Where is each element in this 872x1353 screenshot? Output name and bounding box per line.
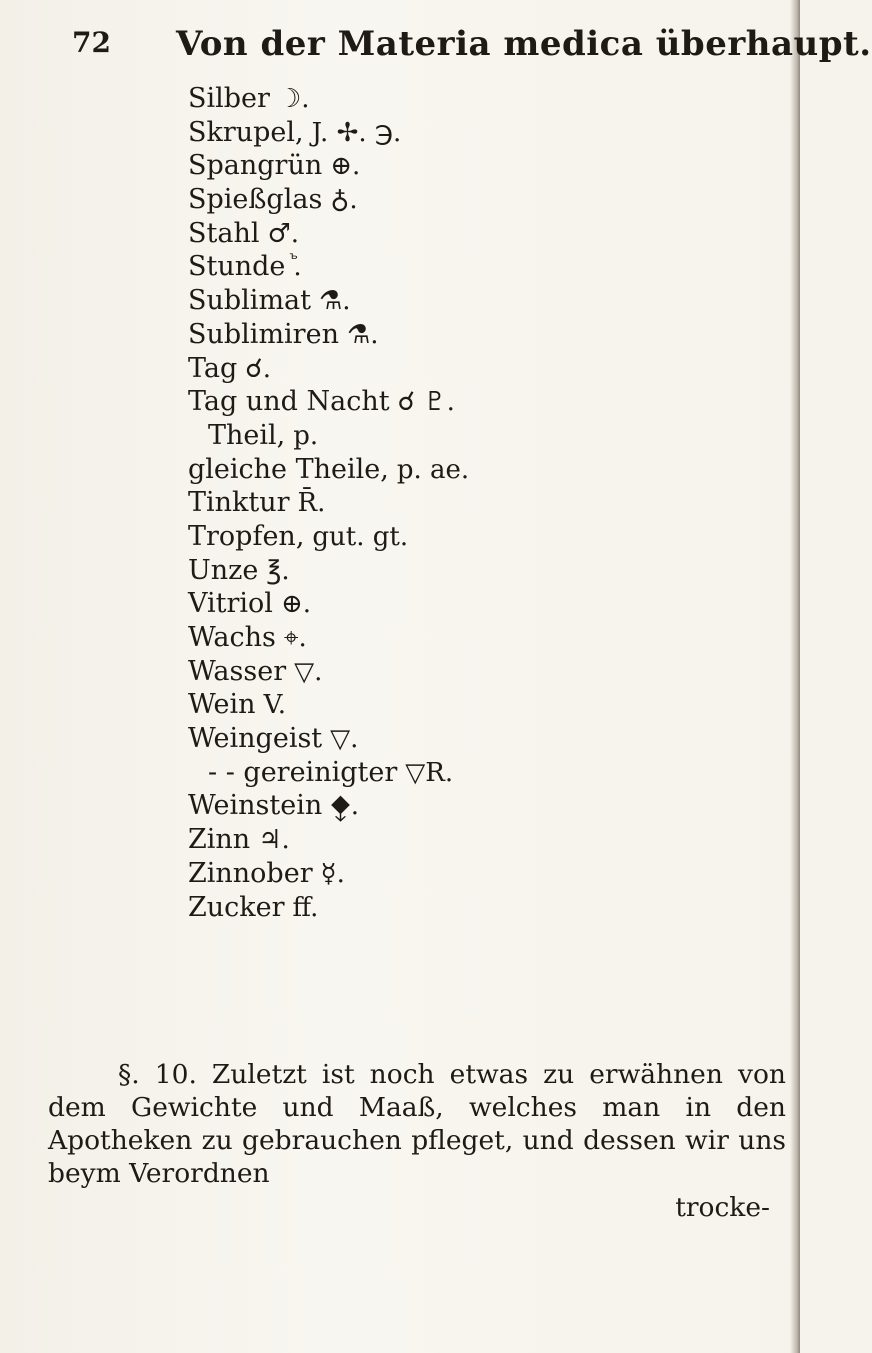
glossary-entry (188, 217, 748, 251)
glossary-entry (188, 891, 748, 925)
glossary-entry (188, 655, 748, 689)
glossary-entry (188, 82, 748, 116)
glossary-entry (188, 419, 748, 453)
glossary-entry (188, 823, 748, 857)
page-header (70, 16, 872, 72)
glossary-entry (188, 756, 748, 790)
entry-symbol: ⧪. (330, 791, 360, 822)
entry-symbol: ꙸ. (293, 252, 302, 283)
entry-symbol: ♁. (330, 185, 358, 216)
entry-term: Skrupel, (188, 116, 304, 148)
glossary-entry (188, 352, 748, 386)
glossary-entry (188, 318, 748, 352)
entry-symbol: gut. gt. (312, 521, 409, 552)
entry-term: - - gereinigter (208, 756, 398, 788)
entry-term: Weinstein (188, 790, 323, 822)
entry-symbol: ⚗. (346, 319, 379, 350)
glossary-entry (188, 149, 748, 183)
glossary-entry (188, 789, 748, 823)
glossary-entry (188, 688, 748, 722)
entry-term: Zucker (188, 891, 285, 923)
entry-term: Spießglas (188, 184, 323, 216)
body-paragraph: §. 10. Zuletzt ist noch etwas zu erwähnen von dem Gewichte und Maaß, welches man in den Apotheken zu gebrauchen pfleget, und dessen wir uns beym Verordnen (48, 1059, 786, 1189)
entry-symbol: ☿. (320, 858, 345, 889)
glossary-entry (188, 385, 748, 419)
entry-term: Tag und Nacht (188, 386, 390, 418)
entry-symbol: ⚗. (319, 286, 351, 317)
entry-term: Zinn (188, 824, 251, 856)
entry-symbol: ♂. (267, 218, 300, 249)
entry-symbol: ℥. (266, 555, 290, 586)
entry-symbol: ▽R. (405, 757, 454, 788)
entry-term: Weingeist (188, 723, 323, 755)
glossary-entry (188, 621, 748, 655)
entry-term: Stunde (188, 251, 286, 283)
catchword: trocke- (675, 1192, 770, 1223)
page-edge (790, 0, 800, 1353)
entry-term: Tinktur (188, 487, 290, 519)
entry-term: Vitriol (188, 588, 273, 620)
entry-symbol: p. (293, 420, 319, 451)
entry-term: Wachs (188, 622, 276, 653)
entry-term: Sublimat (188, 285, 311, 317)
entry-symbol: ☌ ♇. (397, 387, 455, 418)
entry-term: Tropfen, (188, 520, 305, 552)
entry-term: Silber (188, 83, 270, 114)
entry-symbol: ⊕. (280, 589, 312, 620)
glossary-entry (188, 554, 748, 588)
glossary-entry (188, 722, 748, 756)
glossary-entry (188, 587, 748, 621)
entry-symbol: ☌. (245, 353, 272, 384)
entry-term: Unze (188, 554, 259, 586)
glossary-entry (188, 486, 748, 520)
entry-symbol: J. ✢. ℈. (311, 117, 402, 148)
glossary-entry (188, 857, 748, 891)
entry-term: Sublimiren (188, 318, 339, 350)
entry-term: Wasser (188, 655, 287, 687)
glossary-entry (188, 116, 748, 150)
entry-term: gleiche Theile, (188, 453, 389, 485)
entry-symbol: ff. (292, 892, 319, 923)
entry-symbol: ⊕. (330, 151, 361, 182)
glossary-entry (188, 250, 748, 284)
entry-symbol: ▽. (294, 656, 323, 687)
entry-term: Wein (188, 689, 256, 721)
glossary-entry (188, 284, 748, 318)
running-head: Von der Materia medica überhaupt. (176, 24, 872, 64)
entry-symbol: R̄. (297, 488, 326, 519)
glossary-entry (188, 453, 748, 487)
entry-symbol: ⌖. (283, 623, 307, 653)
entry-symbol: ▽. (330, 724, 359, 755)
symbol-glossary (188, 82, 748, 924)
entry-symbol: ♃. (258, 825, 290, 856)
entry-symbol: p. ae. (396, 454, 470, 485)
entry-term: Stahl (188, 217, 260, 249)
entry-symbol: V. (263, 690, 287, 721)
entry-term: Tag (188, 352, 238, 384)
page-number: 72 (72, 26, 111, 59)
entry-term: Spangrün (188, 150, 323, 182)
entry-symbol: ☽. (277, 84, 310, 114)
entry-term: Zinnober (188, 857, 313, 889)
entry-term: Theil, (208, 419, 286, 451)
glossary-entry (188, 183, 748, 217)
glossary-entry (188, 520, 748, 554)
